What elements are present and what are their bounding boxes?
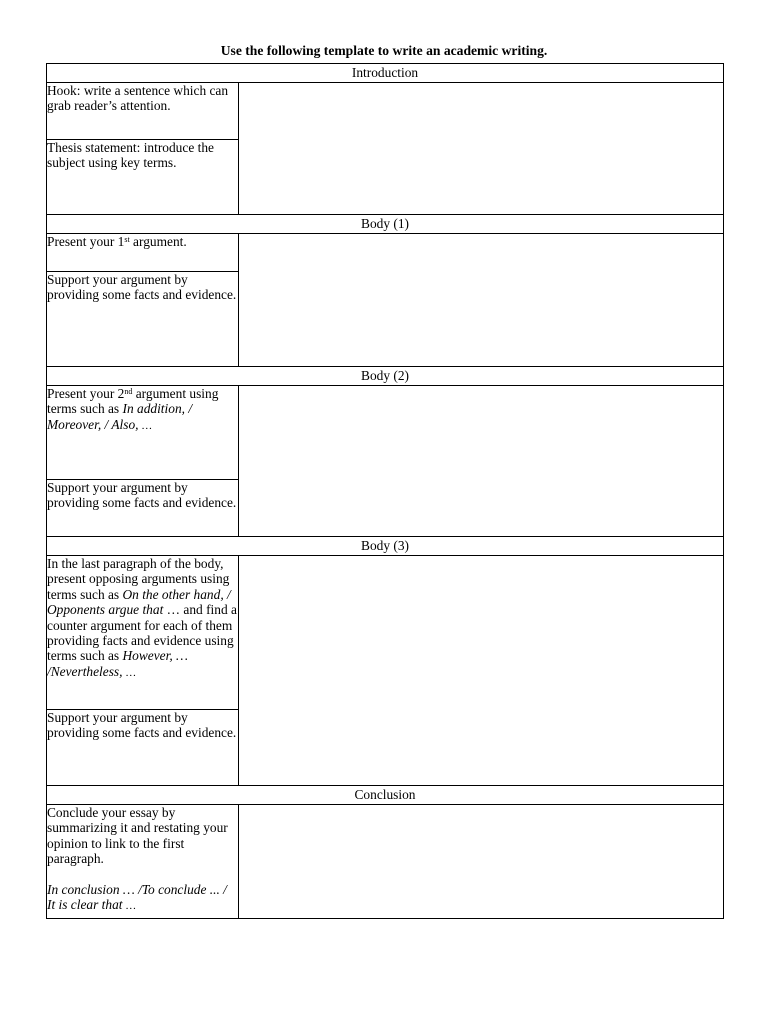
conclusion-header: Conclusion <box>47 786 724 805</box>
introduction-header: Introduction <box>47 64 724 83</box>
body2-writing-area[interactable] <box>239 386 724 537</box>
thesis-prompt-cell <box>47 140 239 215</box>
body3-support-prompt: Support your argument by providing some facts and evidence. <box>47 710 237 741</box>
body2-present-prompt: Present your 2nd argument using terms such as In addition, / Moreover, / Also, … <box>47 386 219 432</box>
essay-template-table <box>46 63 724 919</box>
body2-header: Body (2) <box>47 367 724 386</box>
conclusion-phrases: In conclusion … /To conclude ... / It is clear that … <box>47 881 227 913</box>
hook-prompt: Hook: write a sentence which can grab reader’s attention. <box>47 83 229 114</box>
body3-writing-area[interactable] <box>239 556 724 786</box>
conclusion-prompt: Conclude your essay by summarizing it and restating your opinion to link to the first paragraph. <box>47 805 228 867</box>
body1-present-cell <box>47 234 239 272</box>
body1-support-prompt: Support your argument by providing some facts and evidence. <box>47 272 237 303</box>
body3-opposing-prompt: In the last paragraph of the body, present opposing arguments using terms such as On the other hand, / Opponents argue that … and find a counter argument for each of them providing facts and evidence using terms such as However, … /Nevertheless, … <box>47 556 237 679</box>
introduction-writing-area[interactable] <box>239 83 724 215</box>
conclusion-prompt-cell <box>47 805 239 919</box>
body1-present-prompt: Present your 1st argument. <box>47 234 187 249</box>
thesis-prompt: Thesis statement: introduce the subject using key terms. <box>47 140 214 171</box>
body1-header: Body (1) <box>47 215 724 234</box>
hook-prompt-cell <box>47 83 239 140</box>
body3-opposing-cell <box>47 556 239 710</box>
body2-support-prompt: Support your argument by providing some facts and evidence. <box>47 480 237 511</box>
body2-support-cell <box>47 480 239 537</box>
body1-support-cell <box>47 272 239 367</box>
body3-header: Body (3) <box>47 537 724 556</box>
page-title: Use the following template to write an academic writing. <box>220 43 548 58</box>
body3-support-cell <box>47 710 239 786</box>
body2-present-cell <box>47 386 239 480</box>
body1-writing-area[interactable] <box>239 234 724 367</box>
conclusion-writing-area[interactable] <box>239 805 724 919</box>
